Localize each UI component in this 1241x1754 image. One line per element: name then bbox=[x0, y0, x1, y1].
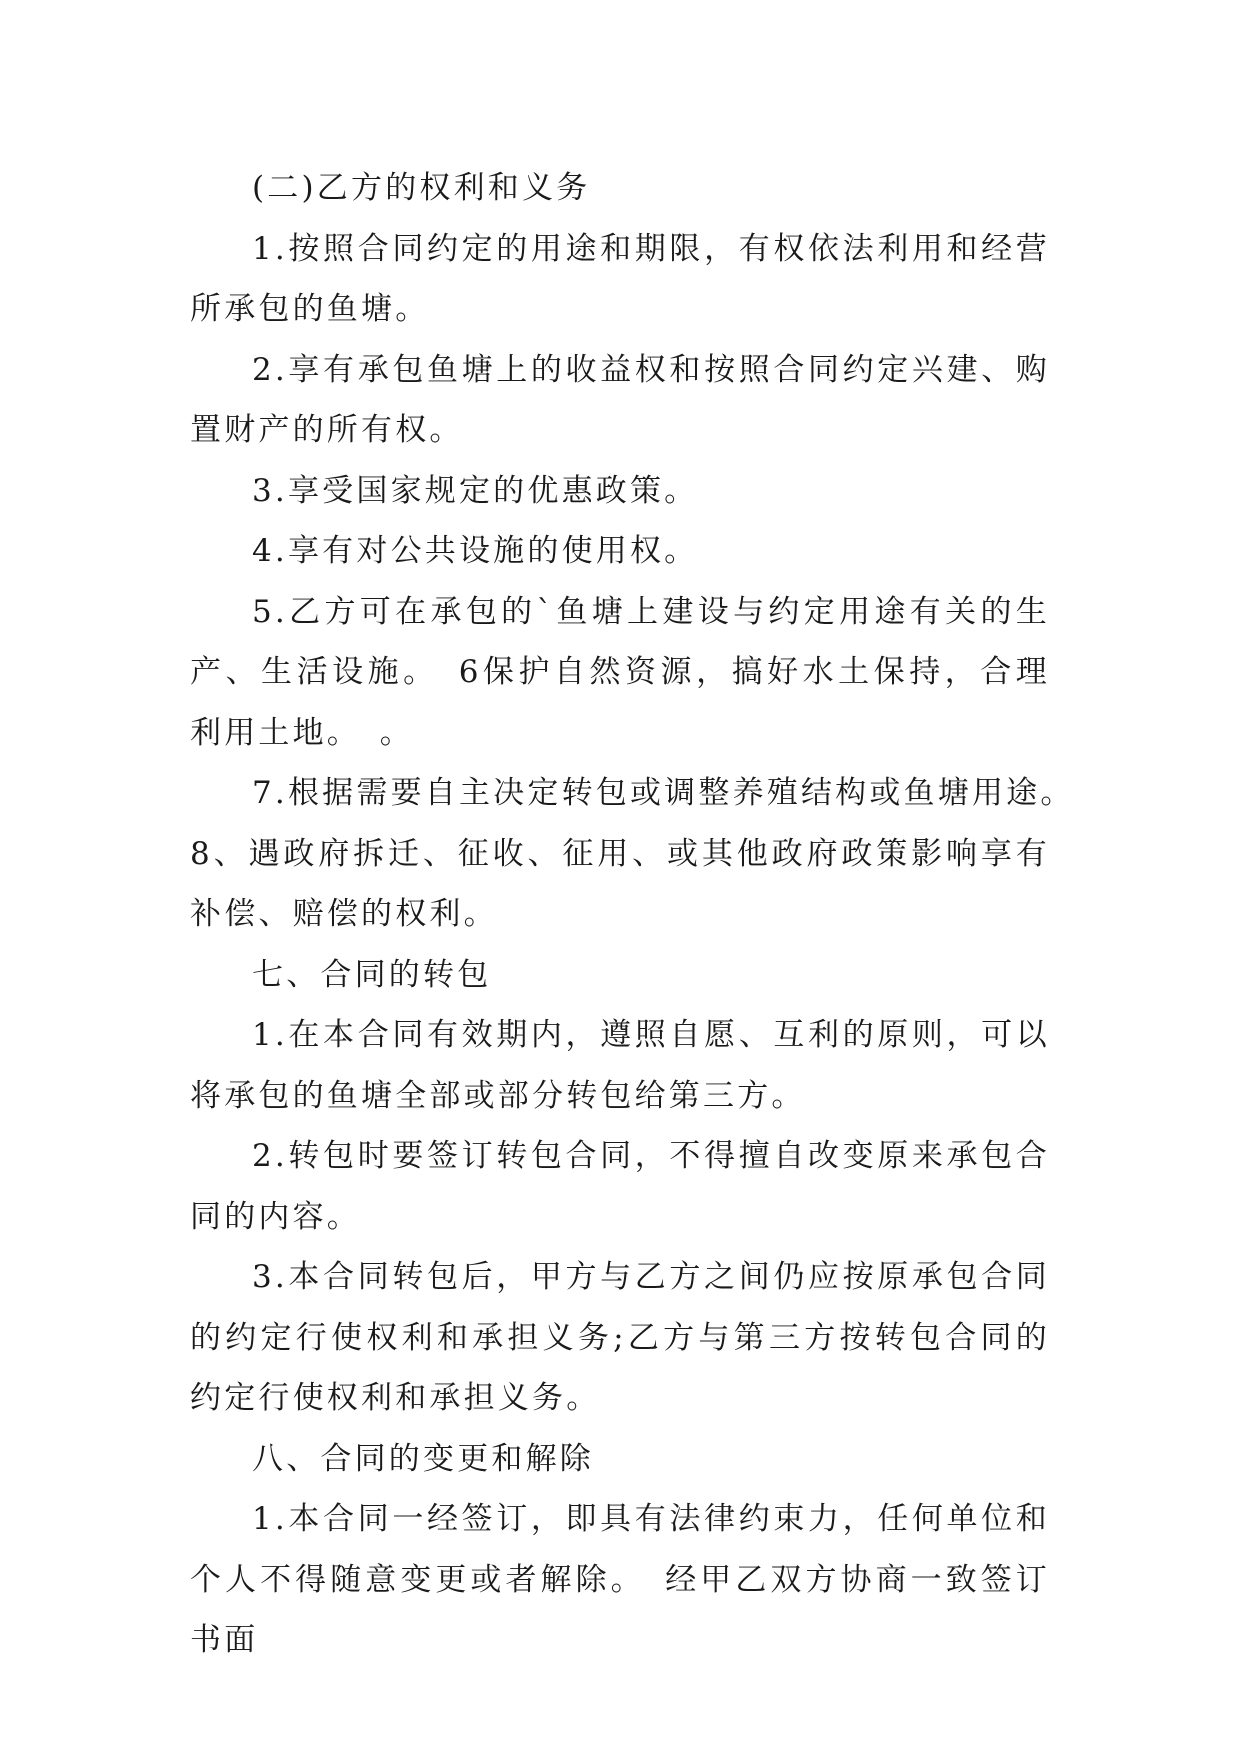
paragraph: 2.转包时要签订转包合同，不得擅自改变原来承包合同的内容。 bbox=[190, 1138, 1050, 1235]
paragraph: 4.享有对公共设施的使用权。 bbox=[252, 533, 699, 569]
section-heading-subcontract: 七、合同的转包 bbox=[252, 956, 492, 993]
paragraph: 3.本合同转包后，甲方与乙方之间仍应按原承包合同的约定行使权利和承担义务;乙方与第三方按转包合同的约定行使权利和承担义务。 bbox=[190, 1259, 1050, 1416]
paragraph: 1.按照合同约定的用途和期限，有权依法利用和经营所承包的鱼塘。 bbox=[190, 230, 1050, 327]
paragraph: 8、遇政府拆迁、征收、征用、或其他政府政策影响享有补偿、赔偿的权利。 bbox=[190, 835, 1050, 932]
section-heading-change-termination: 八、合同的变更和解除 bbox=[252, 1440, 594, 1477]
paragraph: 1.在本合同有效期内，遵照自愿、互利的原则，可以将承包的鱼塘全部或部分转包给第三方。 bbox=[190, 1017, 1050, 1114]
paragraph: 2.享有承包鱼塘上的收益权和按照合同约定兴建、购置财产的所有权。 bbox=[190, 351, 1050, 448]
section-heading-party-b-rights: (二)乙方的权利和义务 bbox=[252, 170, 591, 206]
paragraph: 7.根据需要自主决定转包或调整养殖结构或鱼塘用途。 bbox=[252, 775, 1075, 811]
paragraph: 5.乙方可在承包的`鱼塘上建设与约定用途有关的生产、生活设施。 6保护自然资源，搞好水土保持，合理利用土地。 。 bbox=[190, 593, 1050, 751]
document-body bbox=[190, 158, 1075, 1671]
paragraph: 3.享受国家规定的优惠政策。 bbox=[252, 472, 699, 509]
paragraph: 1.本合同一经签订，即具有法律约束力，任何单位和个人不得随意变更或者解除。 经甲乙双方协商一致签订书面 bbox=[190, 1501, 1050, 1658]
